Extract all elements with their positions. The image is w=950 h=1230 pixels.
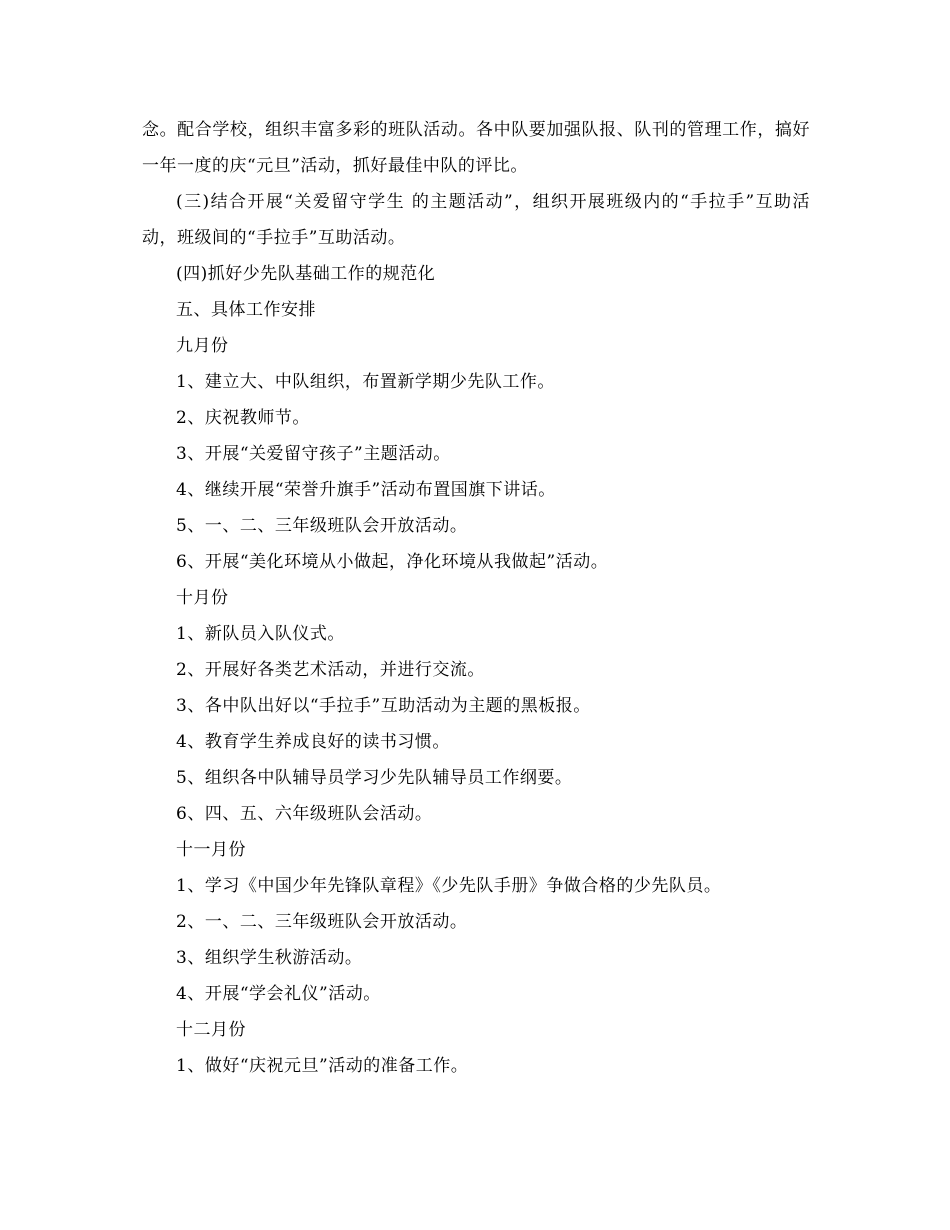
- list-item: 3、各中队出好以“手拉手”互助活动为主题的黑板报。: [176, 696, 591, 716]
- paragraph-continuation: 念。配合学校，组织丰富多彩的班队活动。各中队要加强队报、队刊的管理工作，搞好一年一度的庆“元旦”活动，抓好最佳中队的评比。: [142, 120, 810, 176]
- list-item: 6、四、五、六年级班队会活动。: [176, 804, 433, 824]
- list-item: 5、组织各中队辅导员学习少先队辅导员工作纲要。: [176, 768, 573, 788]
- list-item: 2、一、二、三年级班队会开放活动。: [176, 912, 468, 932]
- list-item: 5、一、二、三年级班队会开放活动。: [176, 516, 468, 536]
- month-heading-october: 十月份: [176, 588, 229, 608]
- month-heading-december: 十二月份: [176, 1020, 246, 1040]
- list-item: 1、学习《中国少年先锋队章程》《少先队手册》争做合格的少先队员。: [176, 876, 722, 896]
- section-heading-schedule: 五、具体工作安排: [176, 300, 316, 320]
- document-body: [142, 112, 810, 1084]
- month-heading-november: 十一月份: [176, 840, 246, 860]
- list-item: 3、开展“关爱留守孩子”主题活动。: [176, 444, 451, 464]
- list-item: 1、建立大、中队组织，布置新学期少先队工作。: [176, 372, 555, 392]
- list-item: 6、开展“美化环境从小做起，净化环境从我做起”活动。: [176, 552, 609, 572]
- list-item: 4、开展“学会礼仪”活动。: [176, 984, 381, 1004]
- item-four: (四)抓好少先队基础工作的规范化: [176, 264, 436, 284]
- paragraph-item-three: (三)结合开展“关爱留守学生 的主题活动”，组织开展班级内的“手拉手”互助活动，班级间的“手拉手”互助活动。: [142, 192, 810, 248]
- list-item: 4、教育学生养成良好的读书习惯。: [176, 732, 450, 752]
- list-item: 2、开展好各类艺术活动，并进行交流。: [176, 660, 485, 680]
- list-item: 1、新队员入队仪式。: [176, 624, 345, 644]
- list-item: 1、做好“庆祝元旦”活动的准备工作。: [176, 1056, 469, 1076]
- list-item: 2、庆祝教师节。: [176, 408, 310, 428]
- month-heading-september: 九月份: [176, 336, 229, 356]
- list-item: 4、继续开展“荣誉升旗手”活动布置国旗下讲话。: [176, 480, 556, 500]
- list-item: 3、组织学生秋游活动。: [176, 948, 363, 968]
